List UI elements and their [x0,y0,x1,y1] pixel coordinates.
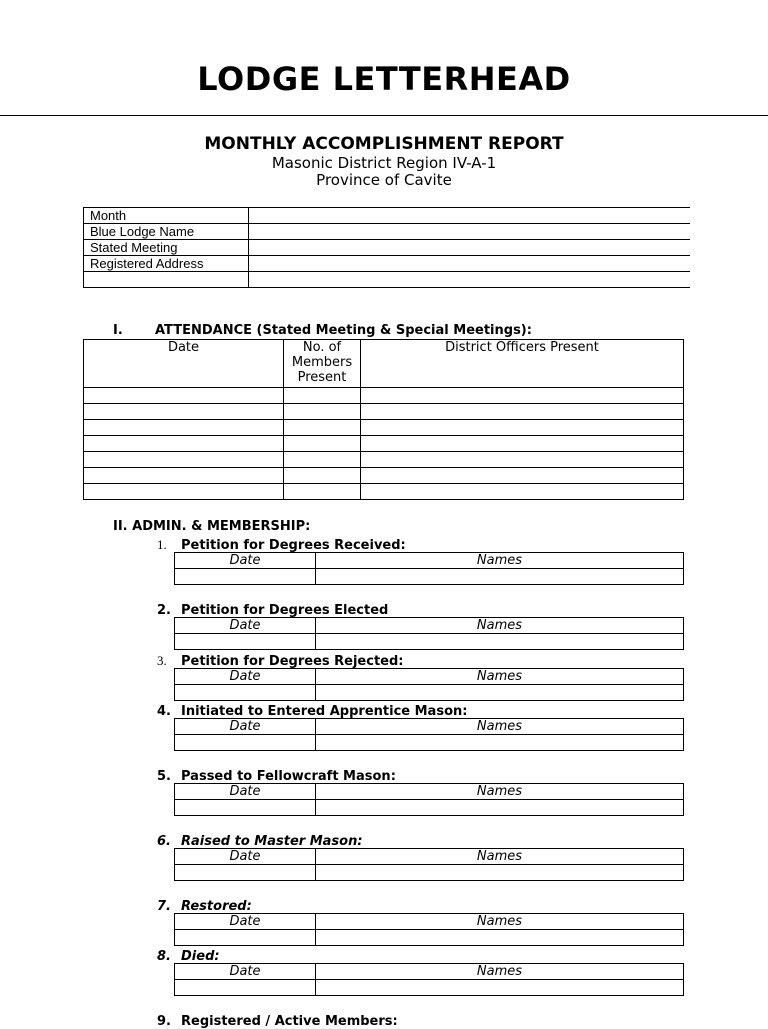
col-date-header: Date [84,340,284,388]
attendance-cell[interactable] [361,420,684,436]
attendance-cell[interactable] [84,452,284,468]
col-members-header: No. of Members Present [284,340,361,388]
item-8-table [174,963,684,996]
attendance-heading-number: I. [113,323,123,338]
attendance-row [84,436,684,452]
names-header: Names [316,849,684,865]
attendance-cell[interactable] [284,388,361,404]
item-7-heading [157,898,252,914]
header-row [175,669,684,685]
item-8-heading [157,948,220,964]
item-7-table [174,913,684,946]
report-district: Masonic District Region IV-A-1 [271,154,497,172]
names-header: Names [316,784,684,800]
attendance-cell[interactable] [284,420,361,436]
info-row [84,208,691,224]
names-cell[interactable] [316,800,684,816]
attendance-row [84,452,684,468]
item-3-heading [157,653,404,669]
date-cell[interactable] [175,865,316,881]
attendance-row [84,388,684,404]
attendance-cell[interactable] [284,484,361,500]
info-value-field[interactable] [249,224,691,240]
item-number: 9. [157,1014,171,1029]
date-header: Date [175,719,316,735]
attendance-row [84,404,684,420]
date-cell[interactable] [175,735,316,751]
attendance-cell[interactable] [361,388,684,404]
info-row [84,240,691,256]
item-number: 3. [157,653,167,668]
info-value-field[interactable] [249,208,691,224]
item-label: Initiated to Entered Apprentice Mason: [181,704,468,719]
attendance-heading [113,323,532,338]
info-label-blank [84,272,249,288]
item-2-heading [157,602,388,618]
date-cell[interactable] [175,800,316,816]
entry-row [175,930,684,946]
header-row [175,618,684,634]
item-3-table [174,668,684,701]
names-cell[interactable] [316,980,684,996]
date-cell[interactable] [175,685,316,701]
attendance-cell[interactable] [361,484,684,500]
attendance-cell[interactable] [84,468,284,484]
header-row [175,784,684,800]
info-value-field[interactable] [249,240,691,256]
letterhead-divider [0,115,768,116]
attendance-row [84,468,684,484]
lodge-info-table [83,207,690,288]
item-number: 7. [157,899,171,914]
names-header: Names [316,719,684,735]
attendance-row [84,484,684,500]
date-cell[interactable] [175,980,316,996]
date-header: Date [175,618,316,634]
item-label: Petition for Degrees Rejected: [181,654,404,669]
info-value-field[interactable] [249,272,691,288]
names-cell[interactable] [316,930,684,946]
attendance-cell[interactable] [361,452,684,468]
item-1-table [174,552,684,585]
item-9-heading [157,1013,398,1029]
item-1-heading [157,537,406,553]
item-label: Passed to Fellowcraft Mason: [181,769,396,784]
item-number: 2. [157,603,171,618]
item-label: Raised to Master Mason: [181,834,363,849]
info-row [84,224,691,240]
entry-row [175,865,684,881]
names-header: Names [316,914,684,930]
entry-row [175,569,684,585]
date-header: Date [175,553,316,569]
attendance-cell[interactable] [84,404,284,420]
col-officers-header: District Officers Present [361,340,684,388]
attendance-cell[interactable] [361,404,684,420]
item-number: 5. [157,769,171,784]
entry-row [175,685,684,701]
date-header: Date [175,784,316,800]
entry-row [175,980,684,996]
date-cell[interactable] [175,569,316,585]
names-cell[interactable] [316,569,684,585]
info-value-field[interactable] [249,256,691,272]
info-row [84,256,691,272]
attendance-header-row [84,340,684,388]
item-2-table [174,617,684,650]
item-label: Registered / Active Members: [181,1014,398,1029]
attendance-cell[interactable] [284,468,361,484]
item-label: Petition for Degrees Elected [181,603,389,618]
header-row [175,914,684,930]
attendance-row [84,420,684,436]
item-6-table [174,848,684,881]
admin-heading: II. ADMIN. & MEMBERSHIP: [113,519,311,534]
item-6-heading [157,833,363,849]
item-number: 4. [157,704,171,719]
attendance-cell[interactable] [84,436,284,452]
item-4-table [174,718,684,751]
item-label: Died: [181,949,220,964]
date-header: Date [175,964,316,980]
attendance-cell[interactable] [84,484,284,500]
attendance-cell[interactable] [284,404,361,420]
report-province: Province of Cavite [316,171,452,189]
date-header: Date [175,849,316,865]
date-header: Date [175,914,316,930]
attendance-table [83,339,684,500]
names-cell[interactable] [316,735,684,751]
report-title: MONTHLY ACCOMPLISHMENT REPORT [204,134,564,154]
names-cell[interactable] [316,685,684,701]
info-label-registered-address: Registered Address [84,256,249,272]
item-number: 6. [157,834,171,849]
names-header: Names [316,964,684,980]
header-row [175,964,684,980]
entry-row [175,634,684,650]
names-header: Names [316,618,684,634]
date-cell[interactable] [175,634,316,650]
letterhead: LODGE LETTERHEAD [197,60,571,98]
attendance-cell[interactable] [361,436,684,452]
info-label-stated-meeting: Stated Meeting [84,240,249,256]
item-label: Restored: [181,899,252,914]
item-number: 1. [157,537,167,552]
item-number: 8. [157,949,171,964]
attendance-cell[interactable] [361,468,684,484]
info-label-month: Month [84,208,249,224]
attendance-cell[interactable] [284,452,361,468]
header-row [175,553,684,569]
attendance-heading-label: ATTENDANCE (Stated Meeting & Special Meetings): [155,323,532,338]
names-cell[interactable] [316,634,684,650]
item-label: Petition for Degrees Received: [181,538,406,553]
attendance-cell[interactable] [84,388,284,404]
item-5-table [174,783,684,816]
names-header: Names [316,553,684,569]
info-row [84,272,691,288]
names-header: Names [316,669,684,685]
attendance-cell[interactable] [284,436,361,452]
date-cell[interactable] [175,930,316,946]
entry-row [175,735,684,751]
item-4-heading [157,703,467,719]
header-row [175,849,684,865]
item-5-heading [157,768,396,784]
attendance-cell[interactable] [84,420,284,436]
info-label-lodge-name: Blue Lodge Name [84,224,249,240]
entry-row [175,800,684,816]
header-row [175,719,684,735]
names-cell[interactable] [316,865,684,881]
date-header: Date [175,669,316,685]
